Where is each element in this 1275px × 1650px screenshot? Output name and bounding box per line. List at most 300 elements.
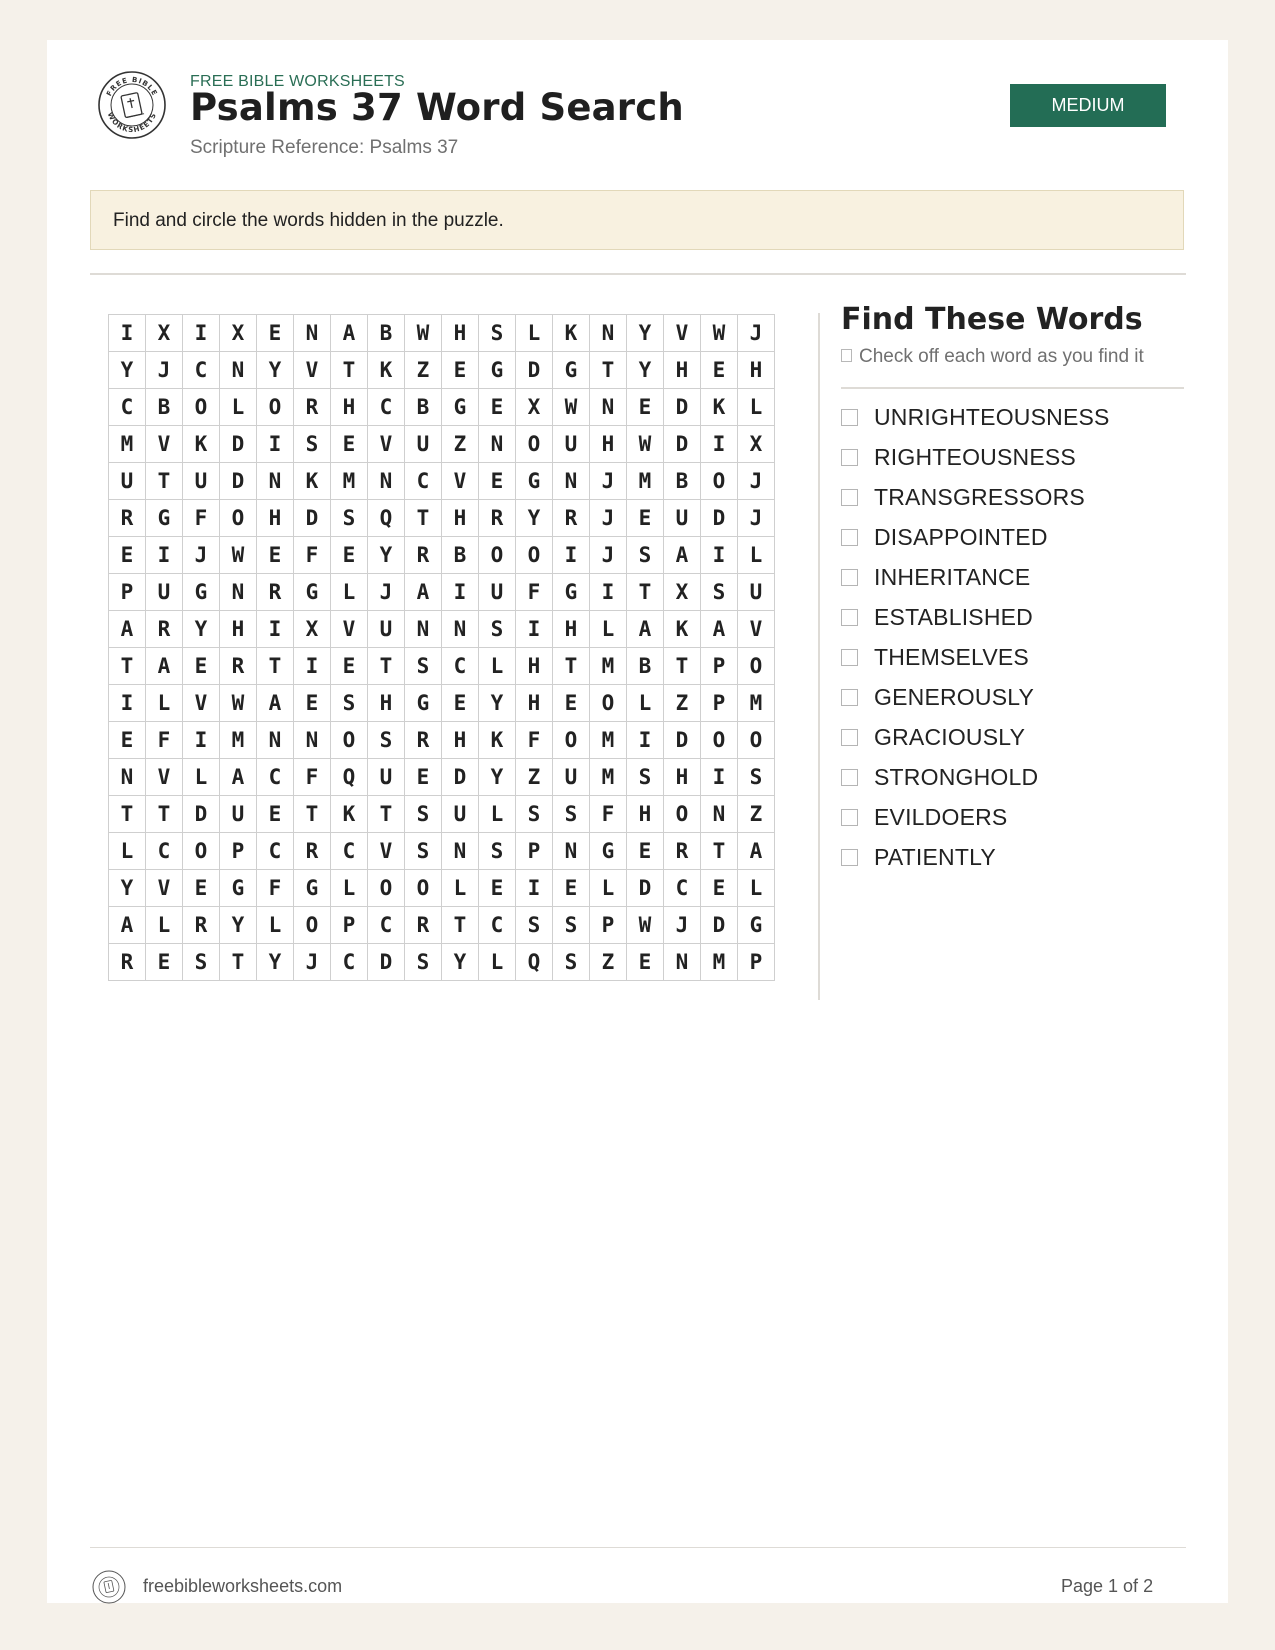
grid-cell: V [368,833,405,870]
grid-cell: E [331,537,368,574]
grid-cell: S [331,500,368,537]
grid-cell: Y [479,685,516,722]
grid-cell: N [442,833,479,870]
word-checkbox[interactable] [841,769,858,786]
grid-cell: T [664,648,701,685]
grid-cell: E [109,537,146,574]
grid-cell: E [257,315,294,352]
grid-cell: U [553,426,590,463]
grid-cell: B [442,537,479,574]
grid-row [109,389,775,426]
grid-cell: E [257,537,294,574]
word-label: UNRIGHTEOUSNESS [874,403,1110,430]
grid-cell: B [627,648,664,685]
grid-cell: J [294,944,331,981]
grid-cell: L [331,870,368,907]
grid-cell: V [183,685,220,722]
grid-cell: C [257,759,294,796]
grid-cell: A [146,648,183,685]
grid-cell: O [331,722,368,759]
grid-cell: T [220,944,257,981]
grid-cell: N [664,944,701,981]
grid-cell: D [220,463,257,500]
grid-cell: E [294,685,331,722]
grid-cell: P [738,944,775,981]
grid-cell: E [257,796,294,833]
word-list-subtitle-text: Check off each word as you find it [859,346,1144,367]
grid-cell: T [368,796,405,833]
grid-cell: H [368,685,405,722]
grid-row [109,722,775,759]
grid-cell: G [294,574,331,611]
grid-cell: Z [516,759,553,796]
grid-cell: Z [590,944,627,981]
grid-cell: I [701,426,738,463]
grid-cell: M [109,426,146,463]
grid-cell: E [109,722,146,759]
grid-cell: W [553,389,590,426]
grid-cell: M [738,685,775,722]
grid-cell: D [368,944,405,981]
grid-cell: N [590,315,627,352]
grid-cell: K [183,426,220,463]
grid-cell: K [664,611,701,648]
grid-cell: H [516,648,553,685]
grid-cell: Y [627,315,664,352]
word-list-subtitle [841,346,1144,368]
word-checkbox[interactable] [841,569,858,586]
grid-row [109,537,775,574]
grid-cell: Y [627,352,664,389]
grid-cell: P [220,833,257,870]
word-item [841,557,1110,597]
grid-cell: A [257,685,294,722]
grid-cell: V [146,870,183,907]
grid-cell: L [220,389,257,426]
grid-cell: W [627,426,664,463]
grid-cell: X [738,426,775,463]
grid-cell: N [257,722,294,759]
grid-cell: D [701,500,738,537]
grid-cell: R [183,907,220,944]
grid-cell: T [146,796,183,833]
grid-cell: K [553,315,590,352]
grid-cell: M [220,722,257,759]
grid-cell: N [220,574,257,611]
grid-cell: G [553,574,590,611]
grid-cell: A [331,315,368,352]
grid-cell: E [479,870,516,907]
word-item [841,477,1110,517]
word-checkbox[interactable] [841,609,858,626]
grid-cell: L [331,574,368,611]
grid-cell: U [368,759,405,796]
grid-cell: H [590,426,627,463]
grid-cell: E [146,944,183,981]
word-checkbox[interactable] [841,529,858,546]
grid-cell: M [590,722,627,759]
grid-cell: N [109,759,146,796]
grid-cell: J [664,907,701,944]
grid-cell: A [405,574,442,611]
grid-cell: P [590,907,627,944]
grid-cell: F [294,759,331,796]
grid-cell: K [701,389,738,426]
grid-cell: D [627,870,664,907]
grid-cell: K [368,352,405,389]
instructions-box [90,190,1184,250]
grid-cell: O [664,796,701,833]
grid-cell: M [627,463,664,500]
grid-cell: E [553,685,590,722]
word-label: THEMSELVES [874,643,1029,670]
grid-cell: I [442,574,479,611]
grid-cell: R [664,833,701,870]
grid-cell: V [146,426,183,463]
word-item [841,717,1110,757]
grid-cell: L [479,796,516,833]
grid-cell: O [294,907,331,944]
grid-cell: U [664,500,701,537]
grid-cell: E [442,685,479,722]
grid-cell: X [294,611,331,648]
grid-cell: U [479,574,516,611]
grid-cell: Y [183,611,220,648]
grid-cell: C [405,463,442,500]
grid-cell: N [479,426,516,463]
grid-cell: I [257,611,294,648]
grid-row [109,574,775,611]
grid-cell: F [516,574,553,611]
grid-cell: P [701,648,738,685]
grid-cell: F [590,796,627,833]
grid-cell: S [701,574,738,611]
grid-cell: H [738,352,775,389]
word-label: EVILDOERS [874,803,1008,830]
grid-row [109,315,775,352]
grid-cell: X [664,574,701,611]
grid-cell: O [183,833,220,870]
grid-cell: R [294,389,331,426]
grid-cell: K [294,463,331,500]
word-label: TRANSGRESSORS [874,483,1085,510]
grid-cell: H [553,611,590,648]
grid-cell: C [442,648,479,685]
page-number: Page 1 of 2 [1061,1576,1154,1596]
grid-cell: O [516,426,553,463]
grid-cell: J [590,500,627,537]
grid-cell: D [294,500,331,537]
grid-cell: L [109,833,146,870]
grid-cell: I [183,315,220,352]
grid-cell: W [701,315,738,352]
grid-cell: L [738,537,775,574]
grid-cell: E [183,870,220,907]
word-label: INHERITANCE [874,563,1031,590]
word-label: GRACIOUSLY [874,723,1026,750]
grid-cell: Y [220,907,257,944]
grid-cell: U [738,574,775,611]
word-checkbox[interactable] [841,729,858,746]
grid-cell: C [331,944,368,981]
difficulty-badge: MEDIUM [1010,84,1166,127]
grid-cell: N [405,611,442,648]
grid-cell: V [368,426,405,463]
grid-cell: L [257,907,294,944]
logo-ring-top: FREE BIBLE [105,75,159,98]
grid-cell: E [479,463,516,500]
grid-cell: W [405,315,442,352]
grid-cell: A [701,611,738,648]
grid-cell: I [109,685,146,722]
grid-cell: S [479,833,516,870]
grid-cell: D [664,389,701,426]
grid-cell: R [294,833,331,870]
grid-cell: U [553,759,590,796]
grid-cell: S [368,722,405,759]
grid-cell: T [627,574,664,611]
grid-cell: I [516,611,553,648]
grid-cell: A [109,907,146,944]
grid-cell: S [516,907,553,944]
grid-row [109,907,775,944]
grid-cell: V [664,315,701,352]
grid-cell: I [516,870,553,907]
grid-cell: U [220,796,257,833]
grid-cell: S [479,315,516,352]
grid-cell: O [590,685,627,722]
grid-cell: F [183,500,220,537]
word-search-grid [108,314,775,981]
grid-cell: N [368,463,405,500]
word-checkbox[interactable] [841,649,858,666]
grid-cell: E [331,426,368,463]
word-item [841,437,1110,477]
grid-cell: U [405,426,442,463]
grid-cell: L [183,759,220,796]
word-list-title: Find These Words [841,302,1143,337]
grid-cell: H [442,722,479,759]
grid-cell: O [405,870,442,907]
grid-cell: I [146,537,183,574]
grid-cell: T [553,648,590,685]
grid-cell: H [442,315,479,352]
grid-cell: O [701,722,738,759]
grid-cell: D [701,907,738,944]
grid-cell: E [701,870,738,907]
header-divider [90,273,1186,275]
grid-cell: N [442,611,479,648]
grid-cell: M [590,648,627,685]
word-checkbox[interactable] [841,489,858,506]
grid-cell: M [590,759,627,796]
grid-cell: X [516,389,553,426]
grid-cell: O [701,463,738,500]
grid-cell: D [442,759,479,796]
grid-cell: O [257,389,294,426]
grid-cell: U [109,463,146,500]
grid-cell: W [220,537,257,574]
word-label: GENEROUSLY [874,683,1035,710]
grid-cell: D [664,722,701,759]
grid-cell: T [331,352,368,389]
grid-cell: T [590,352,627,389]
grid-cell: E [331,648,368,685]
grid-cell: R [405,537,442,574]
grid-cell: W [220,685,257,722]
grid-cell: B [664,463,701,500]
grid-cell: J [183,537,220,574]
grid-cell: J [738,463,775,500]
grid-cell: Q [331,759,368,796]
grid-cell: H [257,500,294,537]
grid-cell: G [553,352,590,389]
page-title: Psalms 37 Word Search [190,86,684,129]
grid-cell: N [590,389,627,426]
grid-cell: O [738,722,775,759]
grid-cell: G [738,907,775,944]
grid-cell: S [516,796,553,833]
word-checkbox[interactable] [841,809,858,826]
grid-cell: O [183,389,220,426]
grid-cell: G [590,833,627,870]
grid-cell: C [479,907,516,944]
word-item [841,677,1110,717]
grid-cell: R [220,648,257,685]
grid-cell: G [516,463,553,500]
grid-cell: G [146,500,183,537]
grid-cell: Y [109,352,146,389]
footer-divider [90,1547,1186,1548]
brand-name: FREE BIBLE WORKSHEETS [190,73,405,90]
word-checkbox[interactable] [841,409,858,426]
grid-cell: S [479,611,516,648]
grid-cell: I [183,722,220,759]
grid-cell: L [516,315,553,352]
grid-cell: Y [257,352,294,389]
grid-cell: G [294,870,331,907]
grid-cell: I [294,648,331,685]
grid-cell: H [220,611,257,648]
grid-cell: Q [516,944,553,981]
grid-cell: E [627,500,664,537]
grid-cell: N [553,463,590,500]
grid-cell: L [738,389,775,426]
footer-logo-icon [92,1570,126,1604]
grid-cell: V [331,611,368,648]
grid-cell: G [220,870,257,907]
grid-cell: L [479,944,516,981]
worksheet-page [47,40,1228,1603]
grid-cell: E [442,352,479,389]
grid-cell: L [479,648,516,685]
word-list [841,397,1110,877]
grid-cell: L [590,611,627,648]
grid-cell: D [664,426,701,463]
grid-cell: O [220,500,257,537]
grid-cell: L [590,870,627,907]
grid-row [109,500,775,537]
grid-cell: Y [516,500,553,537]
grid-cell: C [183,352,220,389]
grid-cell: S [738,759,775,796]
grid-cell: A [664,537,701,574]
grid-row [109,685,775,722]
grid-cell: S [405,796,442,833]
grid-cell: C [368,389,405,426]
grid-cell: Y [479,759,516,796]
grid-cell: T [294,796,331,833]
logo-icon [97,70,167,140]
grid-cell: S [331,685,368,722]
grid-cell: A [220,759,257,796]
grid-cell: P [331,907,368,944]
grid-cell: S [627,537,664,574]
scripture-reference: Scripture Reference: Psalms 37 [190,137,459,158]
grid-cell: L [738,870,775,907]
grid-row [109,611,775,648]
grid-cell: C [368,907,405,944]
grid-cell: J [590,537,627,574]
grid-cell: N [294,315,331,352]
grid-cell: B [368,315,405,352]
grid-cell: M [331,463,368,500]
grid-cell: R [479,500,516,537]
grid-cell: X [220,315,257,352]
grid-cell: E [627,944,664,981]
word-label: ESTABLISHED [874,603,1033,630]
grid-cell: L [146,685,183,722]
word-label: RIGHTEOUSNESS [874,443,1076,470]
grid-row [109,944,775,981]
grid-cell: Q [368,500,405,537]
grid-cell: Y [109,870,146,907]
grid-cell: Z [664,685,701,722]
grid-cell: T [405,500,442,537]
grid-cell: I [701,759,738,796]
grid-cell: H [627,796,664,833]
grid-cell: B [146,389,183,426]
grid-cell: T [109,796,146,833]
instructions-text: Find and circle the words hidden in the puzzle. [113,210,504,231]
grid-cell: U [183,463,220,500]
grid-cell: H [664,352,701,389]
grid-cell: U [146,574,183,611]
grid-cell: C [331,833,368,870]
grid-cell: D [183,796,220,833]
grid-cell: I [627,722,664,759]
grid-row [109,463,775,500]
grid-cell: R [109,944,146,981]
grid-cell: A [738,833,775,870]
word-checkbox[interactable] [841,449,858,466]
grid-cell: Y [257,944,294,981]
word-checkbox[interactable] [841,689,858,706]
grid-cell: G [183,574,220,611]
grid-cell: J [590,463,627,500]
grid-cell: I [109,315,146,352]
grid-cell: G [479,352,516,389]
grid-cell: F [257,870,294,907]
logo-ring-bottom: WORKSHEETS [105,111,159,135]
grid-cell: H [331,389,368,426]
grid-cell: M [701,944,738,981]
word-label: STRONGHOLD [874,763,1039,790]
grid-cell: K [331,796,368,833]
grid-cell: S [405,648,442,685]
grid-row [109,759,775,796]
word-checkbox[interactable] [841,849,858,866]
